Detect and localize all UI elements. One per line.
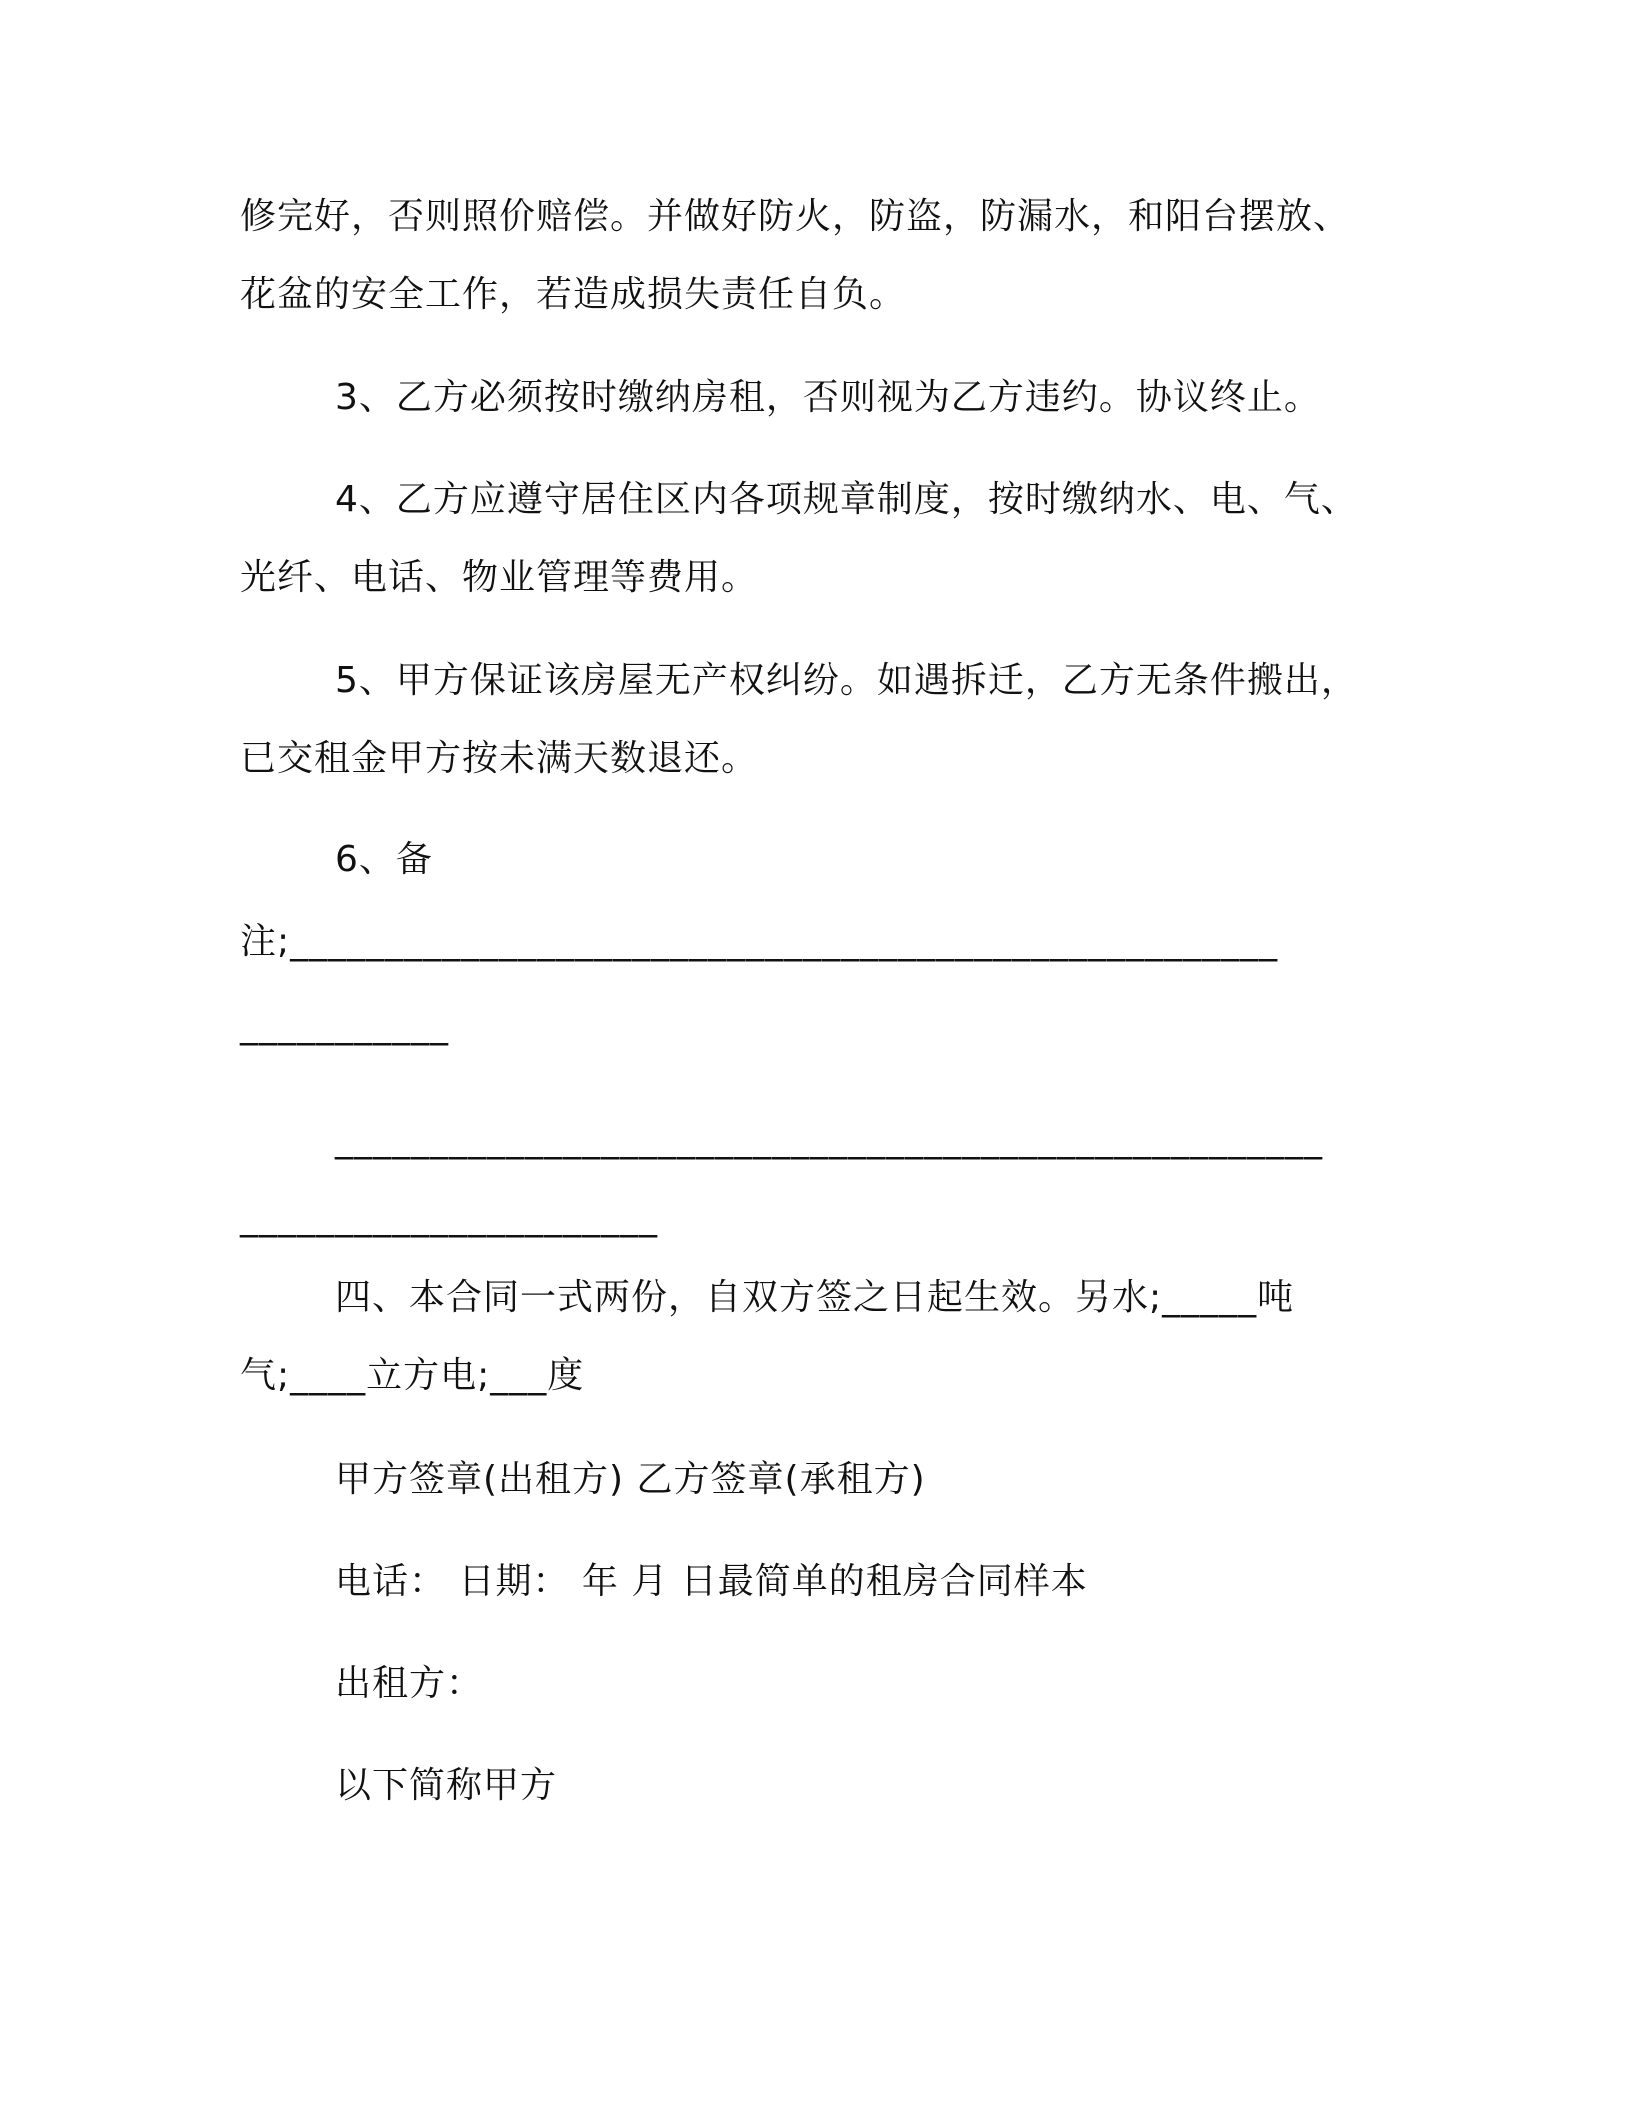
text-line-9: 注;____________________________________________________	[240, 921, 1279, 962]
text-line-7: 已交租金甲方按未满天数退还。	[240, 738, 759, 779]
text-line-14: 气;____立方电;___度	[240, 1355, 585, 1396]
text-line-11: ____________________________________________________	[335, 1119, 1323, 1160]
text-line-3: 3、乙方必须按时缴纳房租，否则视为乙方违约。协议终止。	[335, 377, 1321, 418]
text-line-12: ______________________	[240, 1197, 658, 1238]
text-line-18: 以下简称甲方	[335, 1765, 558, 1806]
text-line-4: 4、乙方应遵守居住区内各项规章制度，按时缴纳水、电、气、	[335, 479, 1358, 520]
text-line-2: 花盆的安全工作，若造成损失责任自负。	[240, 274, 907, 315]
text-line-8: 6、备	[335, 839, 433, 880]
text-line-10: ___________	[240, 1005, 449, 1046]
text-line-6: 5、甲方保证该房屋无产权纠纷。如遇拆迁，乙方无条件搬出，	[335, 660, 1358, 701]
text-line-13: 四、本合同一式两份，自双方签之日起生效。另水;_____吨	[335, 1277, 1295, 1318]
text-line-17: 出租方：	[335, 1663, 484, 1704]
text-line-1: 修完好，否则照价赔偿。并做好防火，防盗，防漏水，和阳台摆放、	[240, 196, 1351, 237]
text-line-5: 光纤、电话、物业管理等费用。	[240, 557, 759, 598]
text-line-16: 电话： 日期： 年 月 日最简单的租房合同样本	[335, 1561, 1088, 1602]
text-line-15: 甲方签章(出租方) 乙方签章(承租方)	[335, 1459, 926, 1500]
